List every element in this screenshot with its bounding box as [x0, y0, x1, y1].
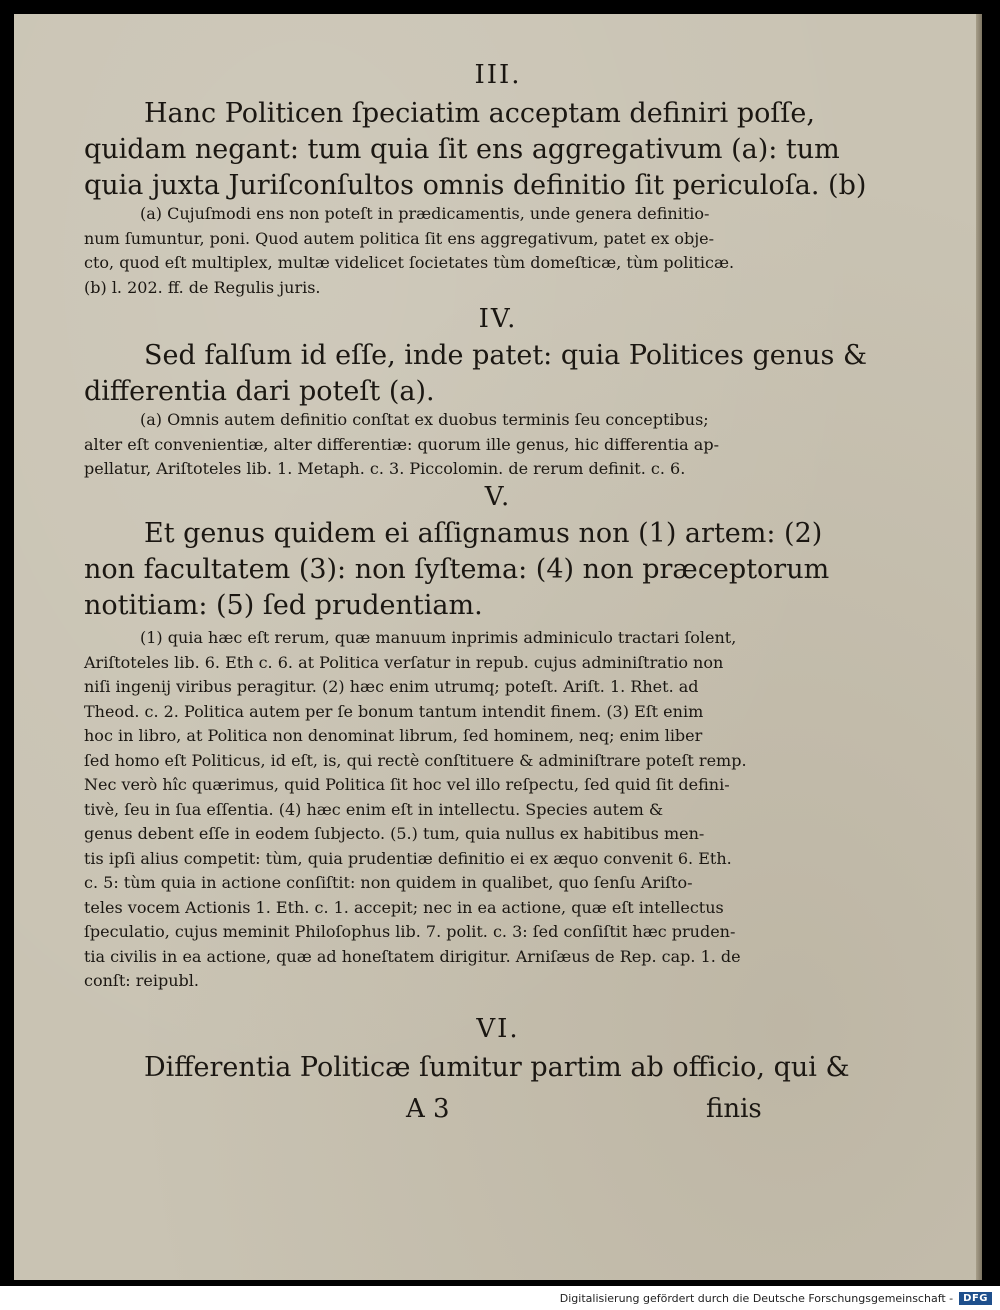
- section-heading-5: V.: [484, 482, 512, 512]
- section-heading-4: IV.: [478, 304, 518, 334]
- note-line: teles vocem Actionis 1. Eth. c. 1. accepit; nec in ea actione, quæ eſt intellectus: [84, 897, 724, 917]
- body-line: Sed falſum id eſſe, inde patet: quia Politices genus &: [144, 340, 867, 371]
- section-body-6: [84, 1050, 850, 1086]
- scanned-page: [14, 14, 982, 1280]
- dfg-logo-icon: DFG: [959, 1292, 992, 1305]
- body-line: quia juxta Juriſconſultos omnis definitio ſit periculoſa. (b): [84, 170, 867, 201]
- section-heading-6: VI.: [476, 1014, 520, 1044]
- note-line: niſi ingenij viribus peragitur. (2) hæc enim utrumq; poteſt. Ariſt. 1. Rhet. ad: [84, 677, 699, 696]
- note-line: c. 5: tùm quia in actione conſiſtit: non quidem in qualibet, quo ſenſu Ariſto-: [84, 873, 693, 892]
- note-line: tivè, ſeu in ſua eſſentia. (4) hæc enim eſt in intellectu. Species autem &: [84, 799, 664, 819]
- note-line: (a) Omnis autem definitio conſtat ex duobus terminis ſeu conceptibus;: [140, 410, 709, 429]
- note-line: genus debent eſſe in eodem ſubjecto. (5.) tum, quia nullus ex habitibus men-: [84, 824, 705, 843]
- note-line: ſpeculatio, cujus meminit Philoſophus lib. 7. polit. c. 3: ſed conſiſtit hæc pruden-: [84, 922, 736, 941]
- body-line: Differentia Politicæ ſumitur partim ab officio, qui &: [144, 1052, 850, 1083]
- body-line: Hanc Politicen ſpeciatim acceptam definiri poſſe,: [144, 98, 815, 129]
- body-line: quidam negant: tum quia ſit ens aggregativum (a): tum: [84, 134, 840, 165]
- note-line: Ariſtoteles lib. 6. Eth c. 6. at Politica verſatur in repub. cujus adminiſtratio non: [84, 652, 724, 672]
- body-line: notitiam: (5) ſed prudentiam.: [84, 590, 483, 621]
- note-line: tis ipſi alius competit: tùm, quia prudentiæ definitio ei ex æquo convenit 6. Eth.: [84, 848, 732, 868]
- note-line: (b) l. 202. ff. de Regulis juris.: [84, 277, 321, 297]
- footnotes-4: [84, 408, 774, 482]
- note-line: conſt: reipubl.: [84, 971, 199, 990]
- signature-mark: A 3: [406, 1094, 450, 1124]
- note-line: cto, quod eſt multiplex, multæ videlicet ſocietates tùm domeſticæ, tùm politicæ.: [84, 253, 735, 272]
- section-body-3: [84, 96, 867, 204]
- footnotes-3: [84, 202, 774, 300]
- body-line: non facultatem (3): non ſyſtema: (4) non præceptorum: [84, 554, 830, 585]
- note-line: (a) Cujuſmodi ens non poteſt in prædicamentis, unde genera definitio-: [140, 204, 710, 223]
- section-body-4: [84, 338, 867, 410]
- note-line: num ſumuntur, poni. Quod autem politica ſit ens aggregativum, patet ex obje-: [84, 228, 715, 248]
- body-line: differentia dari poteſt (a).: [84, 376, 435, 407]
- note-line: (1) quia hæc eſt rerum, quæ manuum inprimis adminiculo tractari ſolent,: [140, 628, 737, 647]
- note-line: alter eſt convenientiæ, alter differentiæ: quorum ille genus, hic differentia ap-: [84, 434, 719, 454]
- note-line: Nec verò hîc quærimus, quid Politica ſit hoc vel illo reſpectu, ſed quid ſit defini-: [84, 775, 730, 794]
- catchword: finis: [706, 1094, 762, 1124]
- note-line: hoc in libro, at Politica non denominat librum, ſed hominem, neq; enim liber: [84, 726, 703, 745]
- footer-bar: [0, 1286, 1000, 1310]
- section-heading-3: III.: [474, 60, 522, 90]
- note-line: tia civilis in ea actione, quæ ad honeſtatem dirigitur. Arniſæus de Rep. cap. 1. de: [84, 946, 741, 966]
- footnotes-5: [84, 626, 774, 994]
- note-line: pellatur, Ariſtoteles lib. 1. Metaph. c. 3. Piccolomin. de rerum definit. c. 6.: [84, 459, 686, 478]
- body-line: Et genus quidem ei aſſignamus non (1) artem: (2): [144, 518, 823, 549]
- page-edge: [976, 14, 982, 1280]
- note-line: Theod. c. 2. Politica autem per ſe bonum tantum intendit finem. (3) Eſt enim: [84, 701, 704, 721]
- funding-notice: Digitalisierung gefördert durch die Deutsche Forschungsgemeinschaft -: [559, 1291, 954, 1305]
- section-body-5: [84, 516, 830, 624]
- note-line: ſed homo eſt Politicus, id eſt, is, qui rectè conſtituere & adminiſtrare poteſt remp.: [84, 750, 747, 770]
